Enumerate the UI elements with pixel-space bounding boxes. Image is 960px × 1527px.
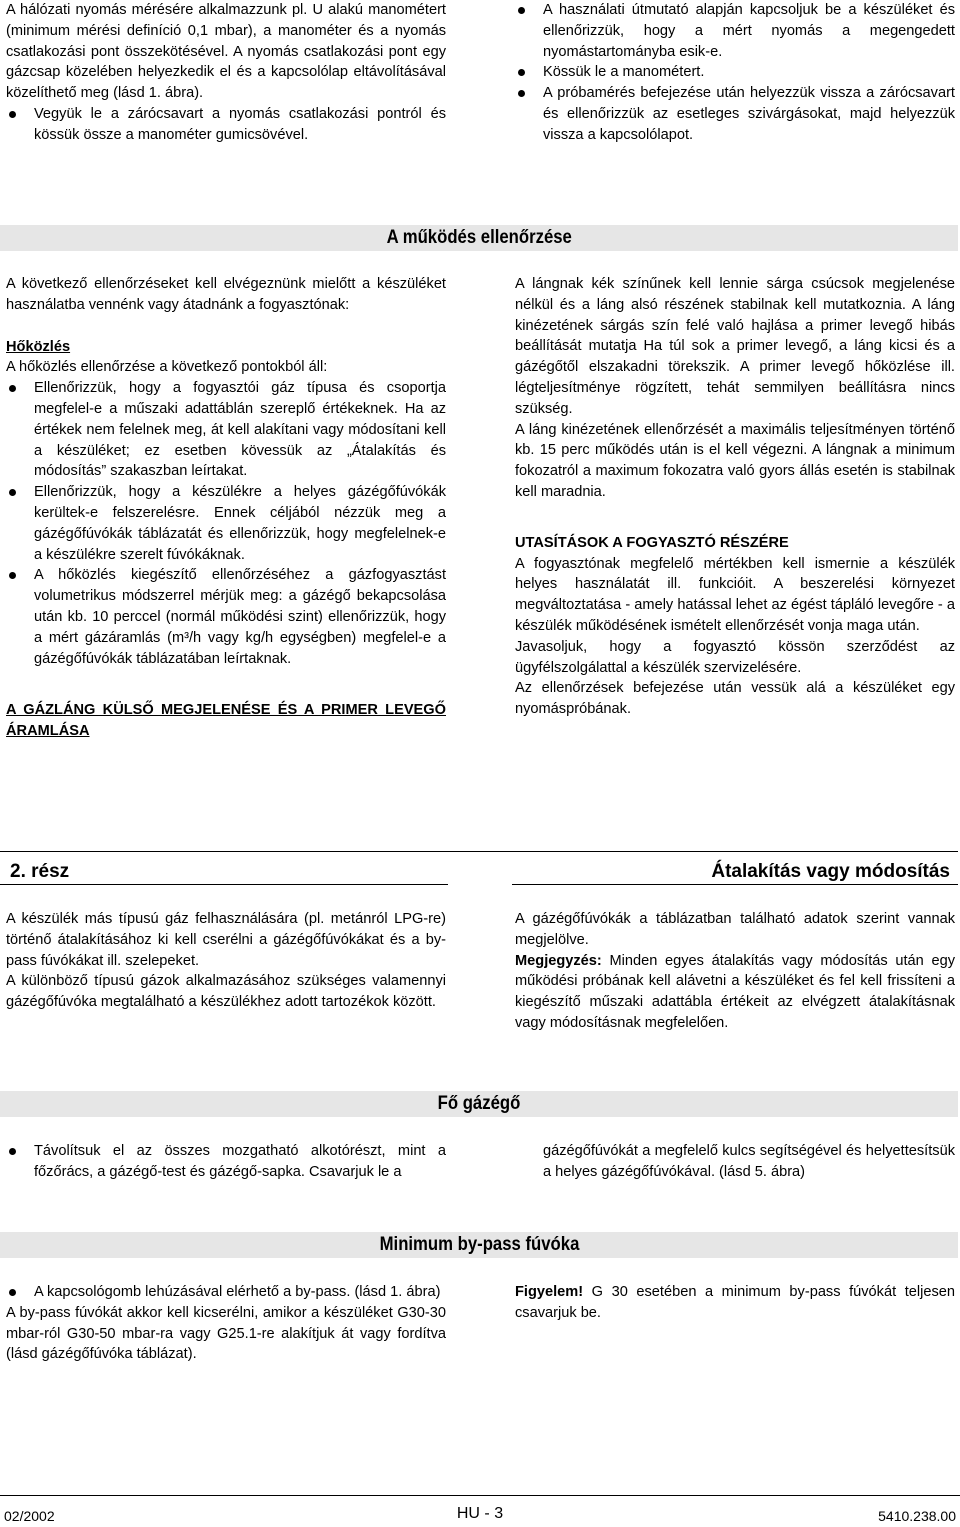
- top-right-bullet-list: [515, 0, 955, 146]
- burner-left-column: [6, 1141, 446, 1183]
- burner-right-column: [543, 1141, 955, 1183]
- footer-page-number: HU - 3: [456, 1505, 504, 1522]
- bypass-paragraph: A by-pass fúvókát akkor kell kicserélni, amikor a készüléket G30-30 mbar-ról G30-50 mbar-ra vagy G25.1-re alakítjuk át vagy fordítva (lásd gázégőfúvóka táblázat).: [6, 1304, 446, 1363]
- check-right-column: [515, 274, 955, 720]
- burner-paragraph: gázégőfúvókát a megfelelő kulcs segítségével és helyettesítsük a helyes gázégőfúvókával. (lásd 5. ábra): [543, 1143, 955, 1180]
- section-title: Fő gázégő: [437, 1093, 521, 1114]
- consumer-paragraph: Az ellenőrzések befejezése után vessük alá a készüléket egy nyomáspróbának.: [515, 680, 955, 718]
- top-right-column: [515, 0, 955, 146]
- bypass-right-column: [515, 1282, 955, 1324]
- part2-left-column: [6, 909, 446, 1013]
- bullet-item: Távolítsuk el az összes mozgatható alkotórészt, mint a főzőrács, a gázégő-test és gázégő-sapka. Csavarjuk le a: [6, 1141, 446, 1183]
- heat-transfer-heading: Hőközlés: [6, 338, 71, 355]
- note-label: Megjegyzés:: [515, 952, 602, 969]
- check-left-column: [6, 274, 446, 742]
- footer-rule: [0, 1495, 960, 1496]
- top-left-paragraph: A hálózati nyomás mérésére alkalmazzunk pl. U alakú manométert (minimum mérési definíció 0,1 mbar), a manométer és a nyomás csatlakozási pont összekötésével. A nyomás csatlakozási pont egy gázcsap közelében helyezkedik el és a kapcsolólap eltávolításával közelíthető meg (lásd 1. ábra).: [6, 2, 446, 102]
- bullet-item: A kapcsológomb lehúzásával elérhető a by-pass. (lásd 1. ábra): [6, 1282, 446, 1303]
- top-left-column: [6, 0, 446, 146]
- top-left-bullet-list: [6, 104, 446, 146]
- bullet-item: A hőközlés kiegészítő ellenőrzéséhez a gázfogyasztást volumetrikus módszerrel mérjük meg: a gázégő bekapcsolása után kb. 10 perccel (normál működési szint) ellenőrizzük, hogy a mért gázáramlás (m³/h vagy kg/h egységben) megfelel-e a gázégőfúvókák táblázatában leírtaknak.: [6, 565, 446, 669]
- heat-transfer-intro: A hőközlés ellenőrzése a következő pontokból áll:: [6, 359, 328, 376]
- bullet-item: Vegyük le a zárócsavart a nyomás csatlakozási pontról és kössük össze a manométer gumicsövével.: [6, 104, 446, 146]
- section-header-operation-check: [0, 225, 958, 251]
- bypass-left-column: [6, 1282, 446, 1365]
- nozzle-marking-paragraph: A gázégőfúvókák a táblázatban található adatok szerint vannak megjelölve.: [515, 911, 955, 948]
- note-paragraph: [515, 951, 955, 1034]
- part-divider: [0, 851, 958, 852]
- burner-bullet-list: [6, 1141, 446, 1183]
- part-title-underline: [512, 884, 958, 885]
- flame-paragraph: A lángnak kék színűnek kell lennie sárga csúcsok megjelenése nélkül és a láng alsó részének stabilnak kell mutatkoznia. A láng kinézetének sárgás szín felé való hajlása a primer levegő hibás beállítását mutatja Ha túl sok a primer levegő, a láng kicsi és a gázégőtől elszakadni törekszik. A primer levegő hőközlése ill. légteljesítménye rögzített, tehát semmilyen beállításra nincs szükség.: [515, 276, 955, 417]
- bullet-item: Kössük le a manométert.: [515, 62, 955, 83]
- bullet-item: A próbamérés befejezése után helyezzük vissza a zárócsavart és ellenőrizzük az esetleges szivárgásokat, majd helyezzük vissza a kapcsolólapot.: [515, 83, 955, 145]
- heat-transfer-bullet-list: [6, 378, 446, 669]
- section-header-bypass: [0, 1232, 958, 1258]
- bullet-item: Ellenőrizzük, hogy a készülékre a helyes gázégőfúvókák kerültek-e felszerelésre. Ennek céljából nézzük meg a gázégőfúvókák táblázatát és ellenőrizzük, hogy megfelelnek-e a készülékre szerelt fúvókáknak.: [6, 482, 446, 565]
- warning-paragraph: [515, 1282, 955, 1324]
- consumer-paragraph: A fogyasztónak megfelelő mértékben kell ismernie a készülék helyes használatát ill. funkcióit. A beszerelési környezet megváltoztatása - amely hatással lehet az égést tápláló levegőre - a készülék működésének ismételt ellenőrzését vonja maga után.: [515, 555, 955, 634]
- flame-appearance-heading: A GÁZLÁNG KÜLSŐ MEGJELENÉSE ÉS A PRIMER LEVEGŐ ÁRAMLÁSA: [6, 702, 446, 740]
- part-number: 2. rész: [10, 861, 70, 882]
- footer-date: 02/2002: [4, 1508, 55, 1524]
- section-title: A működés ellenőrzése: [386, 227, 572, 248]
- bullet-item: Ellenőrizzük, hogy a fogyasztói gáz típusa és csoportja megfelel-e a műszaki adattáblán szereplő értékeknek. Ha az értékek nem felelnek meg, át kell alakítani vagy módosítani kell a készüléket; ez esetben kövessük az „Átalakítás és módosítás” szakaszban leírtakat.: [6, 378, 446, 482]
- warning-text: G 30 esetében a minimum by-pass fúvókát teljesen csavarjuk be.: [515, 1284, 955, 1321]
- conversion-paragraph: A különböző típusú gázok alkalmazásához szükséges valamennyi gázégőfúvóka megtalálható a készülékhez adott tartozékok között.: [6, 973, 446, 1011]
- part-title: Átalakítás vagy módosítás: [711, 861, 950, 882]
- consumer-instructions-heading: UTASÍTÁSOK A FOGYASZTÓ RÉSZÉRE: [515, 534, 789, 551]
- part2-right-column: [515, 909, 955, 1034]
- bypass-bullet-list: [6, 1282, 446, 1303]
- section-title: Minimum by-pass fúvóka: [379, 1234, 579, 1255]
- footer-document-code: 5410.238.00: [878, 1508, 956, 1524]
- check-intro: A következő ellenőrzéseket kell elvégeznünk mielőtt a készüléket használatba vennénk vagy átadnánk a fogyasztónak:: [6, 276, 446, 313]
- consumer-paragraph: Javasoljuk, hogy a fogyasztó kössön szerződést az ügyfélszolgálattal a készülék szervizelésére.: [515, 638, 955, 676]
- section-header-main-burner: [0, 1091, 958, 1117]
- flame-paragraph: A láng kinézetének ellenőrzését a maximális teljesítményen történő kb. 15 perc működés után is el kell végezni. A lángnak a minimum fokozatról a maximum fokozatra való gyors állás esetén is stabilnak kell maradnia.: [515, 421, 955, 500]
- bullet-item: A használati útmutató alapján kapcsoljuk be a készüléket és ellenőrizzük, hogy a mért nyomás a megengedett nyomástartományba esik-e.: [515, 0, 955, 62]
- note-text: Minden egyes átalakítás vagy módosítás után egy működési próbának kell alávetni a készüléket és fel kell frissíteni a kiegészítő műszaki adattábla értékeit az elvégzett átalakításnak vagy módosításnak megfelelően.: [515, 952, 955, 1031]
- part-number-underline: [0, 884, 448, 885]
- warning-label: Figyelem!: [515, 1284, 584, 1300]
- conversion-paragraph: A készülék más típusú gáz felhasználására (pl. metánról LPG-re) történő átalakításához ki kell cserélni a gázégőfúvókákat és a by-pass fúvókákat ill. szelepeket.: [6, 911, 446, 969]
